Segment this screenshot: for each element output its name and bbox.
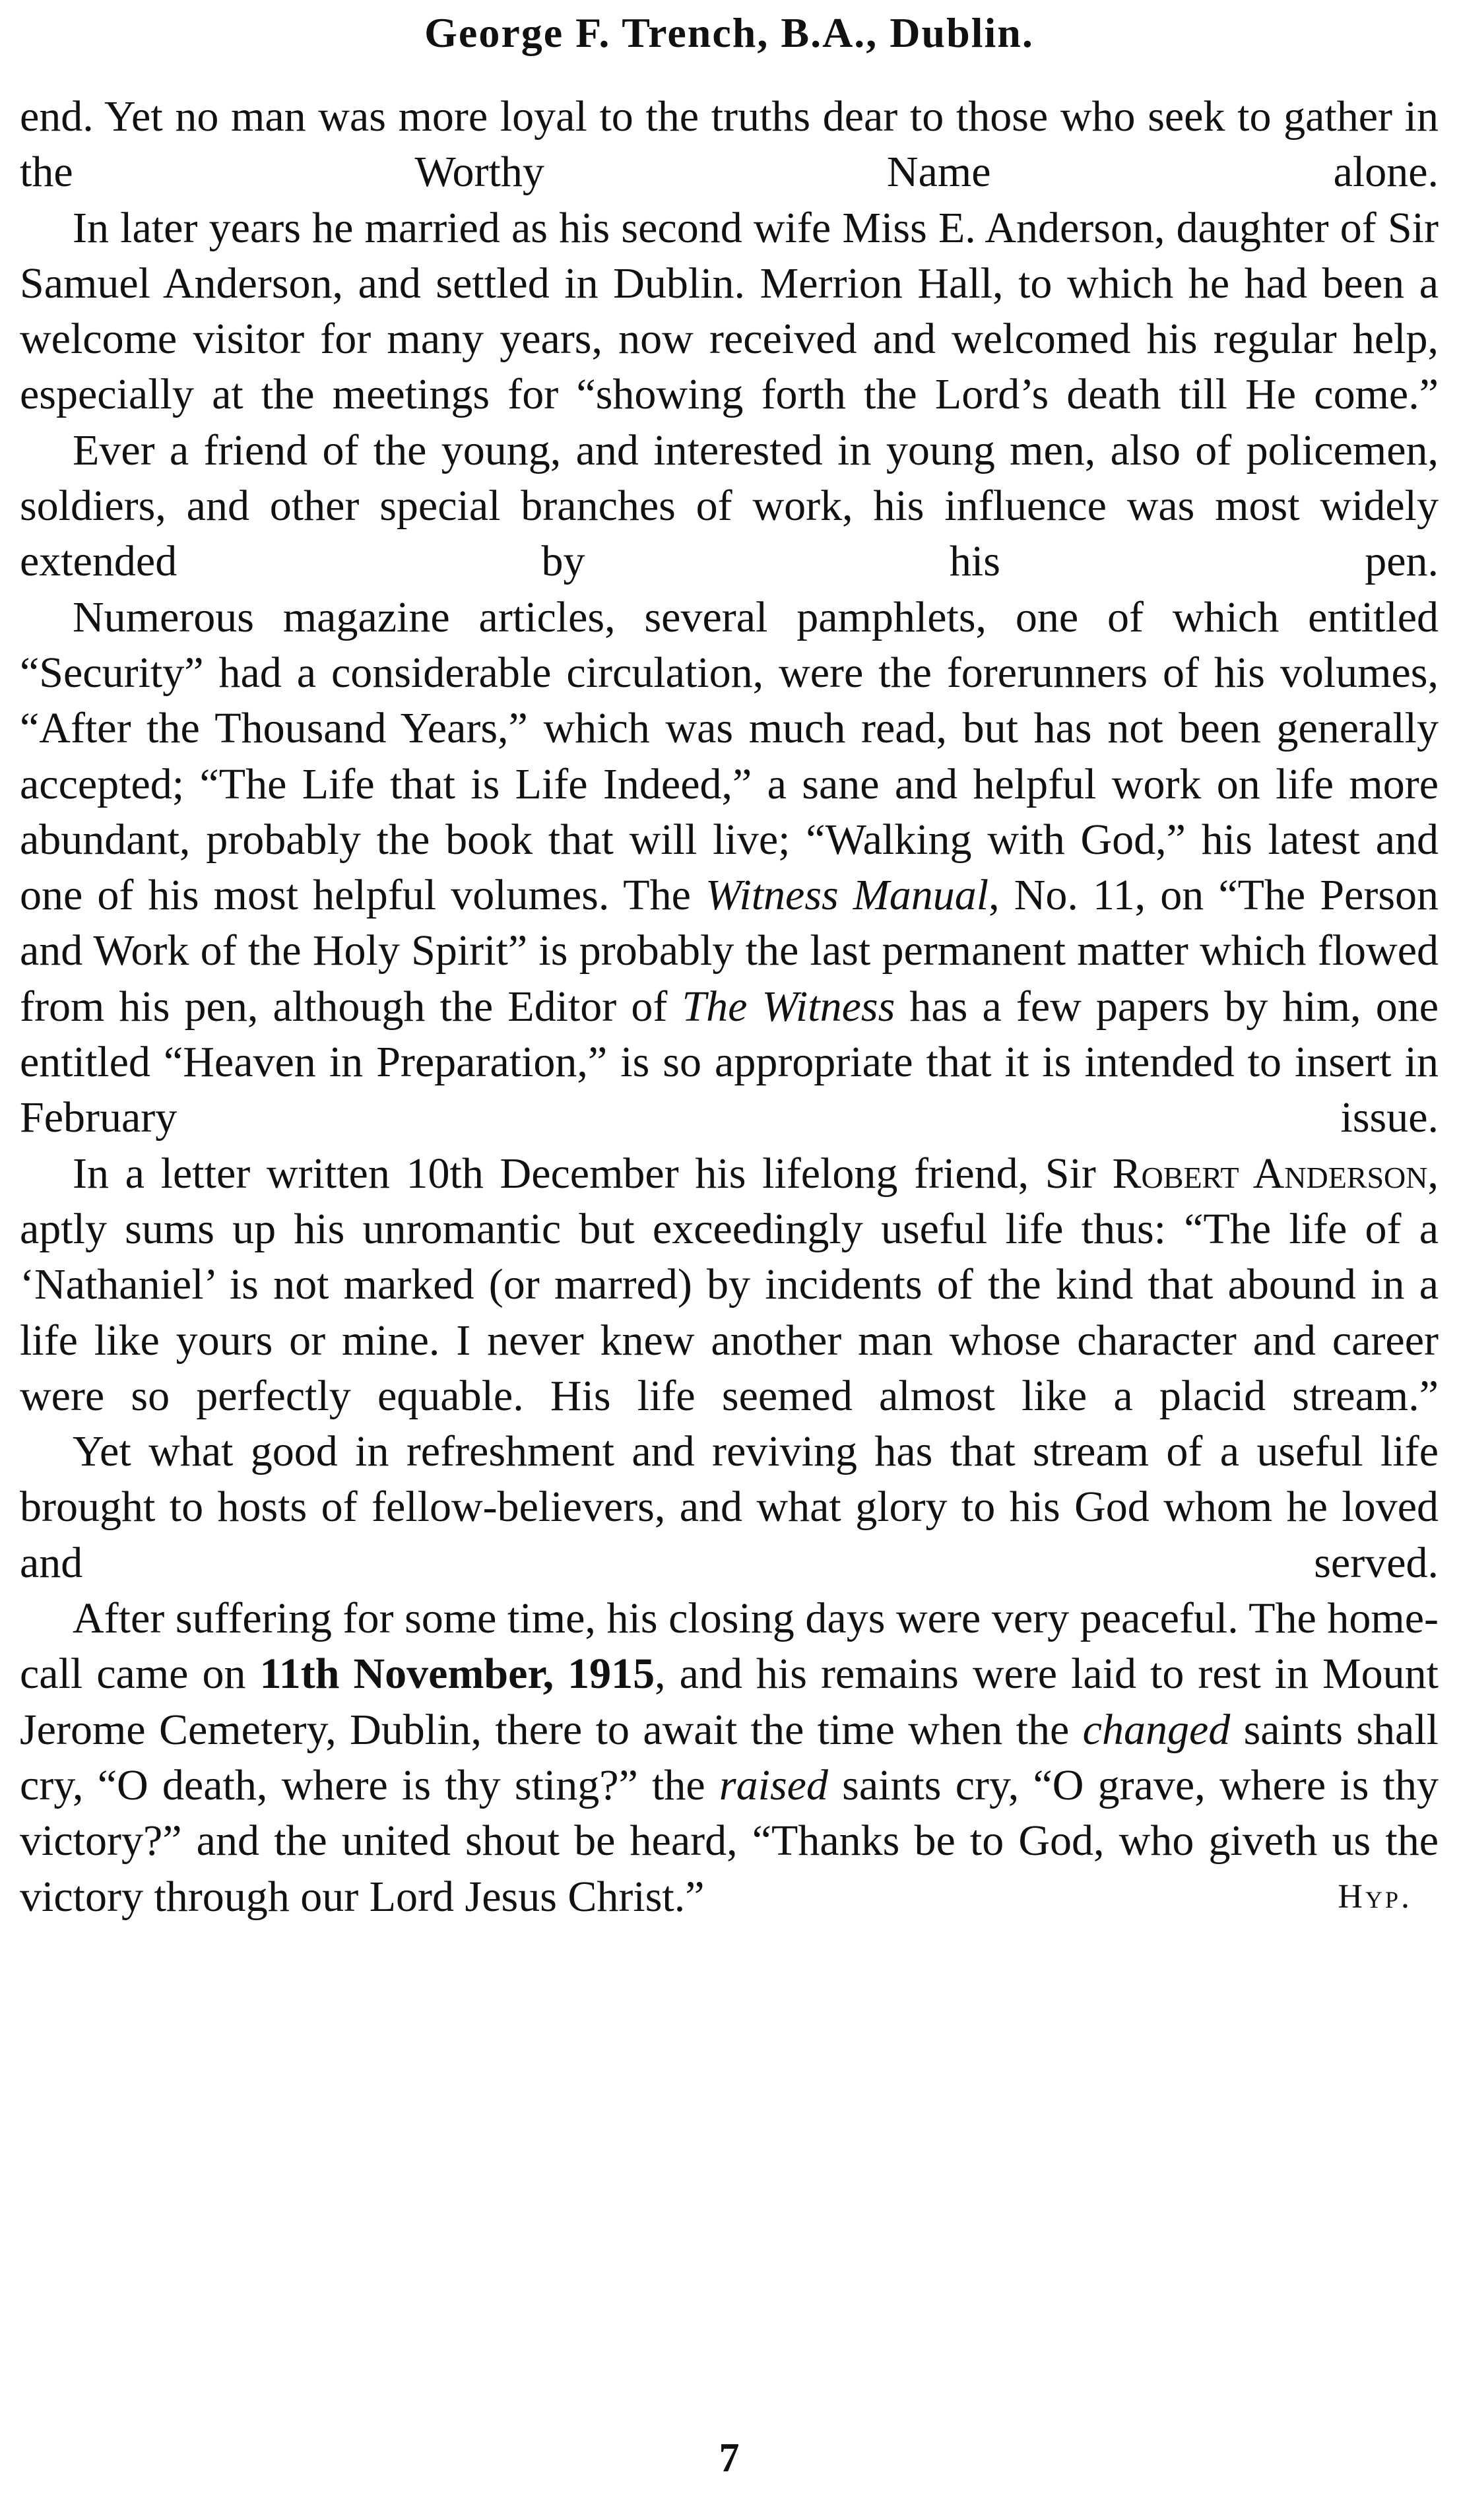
article-body [20, 89, 1439, 1925]
paragraph-4 [20, 590, 1439, 1146]
paragraph-7-text-c: , and his remains were laid to rest in Mount Jerome Cemetery, Dublin, there to await the time when the [20, 1650, 1439, 1754]
paragraph-7-italic-raised: raised [719, 1761, 828, 1809]
paragraph-5-text-c: , aptly sums up his unromantic but exceedingly useful life thus: “The life of a ‘Nathaniel’ is not marked (or marred) by incidents of the kind that abound in a life like yours or mine. I never knew another man whose character and career were so perfectly equable. His life seemed almost like a placid stream.” [20, 1149, 1439, 1420]
paragraph-2 [20, 201, 1439, 423]
paragraph-4-text-c: , No. 11, on “The Person and Work of the Holy Spirit” is probably the last permanent matter which flowed from his pen, although the Editor of [20, 871, 1439, 1031]
paragraph-6 [20, 1424, 1439, 1591]
paragraph-7-text-e: saints shall cry, “O death, where is thy sting?” the [20, 1705, 1439, 1809]
paragraph-4-text-a: Numerous magazine articles, several pamphlets, one of which entitled “Security” had a considerable circulation, were the forerunners of his volumes, “After the Thousand Years,” which was much read, but has not been generally accepted; “The Life that is Life Indeed,” a sane and helpful work on life more abundant, probably the book that will live; “Walking with God,” his latest and one of his most helpful volumes. The [20, 593, 1439, 920]
paragraph-4-italic-title-a: Witness Manual [705, 871, 989, 920]
paragraph-7-date: 11th November, 1915 [259, 1650, 655, 1698]
document-page [20, 0, 1439, 2520]
paragraph-2-text: In later years he married as his second wife Miss E. Anderson, daughter of Sir Samuel Anderson, and settled in Dublin. Merrion Hall, to which he had been a welcome visitor for many years, now received and welcomed his regular help, especially at the meetings for “showing forth the Lord’s death till He come.” [20, 203, 1439, 419]
paragraph-5 [20, 1146, 1439, 1424]
page-number: 7 [719, 2436, 740, 2480]
page-header: George F. Trench, B.A., Dublin. [424, 9, 1034, 56]
paragraph-5-name: Robert Anderson [1112, 1149, 1428, 1198]
paragraph-7-text-g: saints cry, “O grave, where is thy victory?” and the united shout be heard, “Thanks be to God, who giveth us the victory through our Lord Jesus Christ.” [20, 1761, 1439, 1921]
paragraph-3 [20, 423, 1439, 590]
paragraph-7-text-a: After suffering for some time, his closing days were very peaceful. The home-call came on [20, 1594, 1439, 1698]
paragraph-4-text-e: has a few papers by him, one entitled “Heaven in Preparation,” is so appropriate that it is intended to insert in February issue. [20, 982, 1439, 1142]
paragraph-6-text: Yet what good in refreshment and reviving has that stream of a useful life brought to hosts of fellow-believers, and what glory to his God whom he loved and served. [20, 1427, 1439, 1587]
paragraph-3-text: Ever a friend of the young, and interested in young men, also of policemen, soldiers, and other special branches of work, his influence was most widely extended by his pen. [20, 426, 1439, 586]
author-signature: Hyp. [1338, 1877, 1412, 1916]
paragraph-1-text: end. Yet no man was more loyal to the truths dear to those who seek to gather in the Worthy Name alone. [20, 92, 1439, 197]
paragraph-1 [20, 89, 1439, 201]
paragraph-5-text-a: In a letter written 10th December his lifelong friend, Sir [73, 1149, 1113, 1198]
paragraph-7-italic-changed: changed [1082, 1705, 1231, 1754]
paragraph-4-italic-title-b: The Witness [682, 982, 895, 1031]
